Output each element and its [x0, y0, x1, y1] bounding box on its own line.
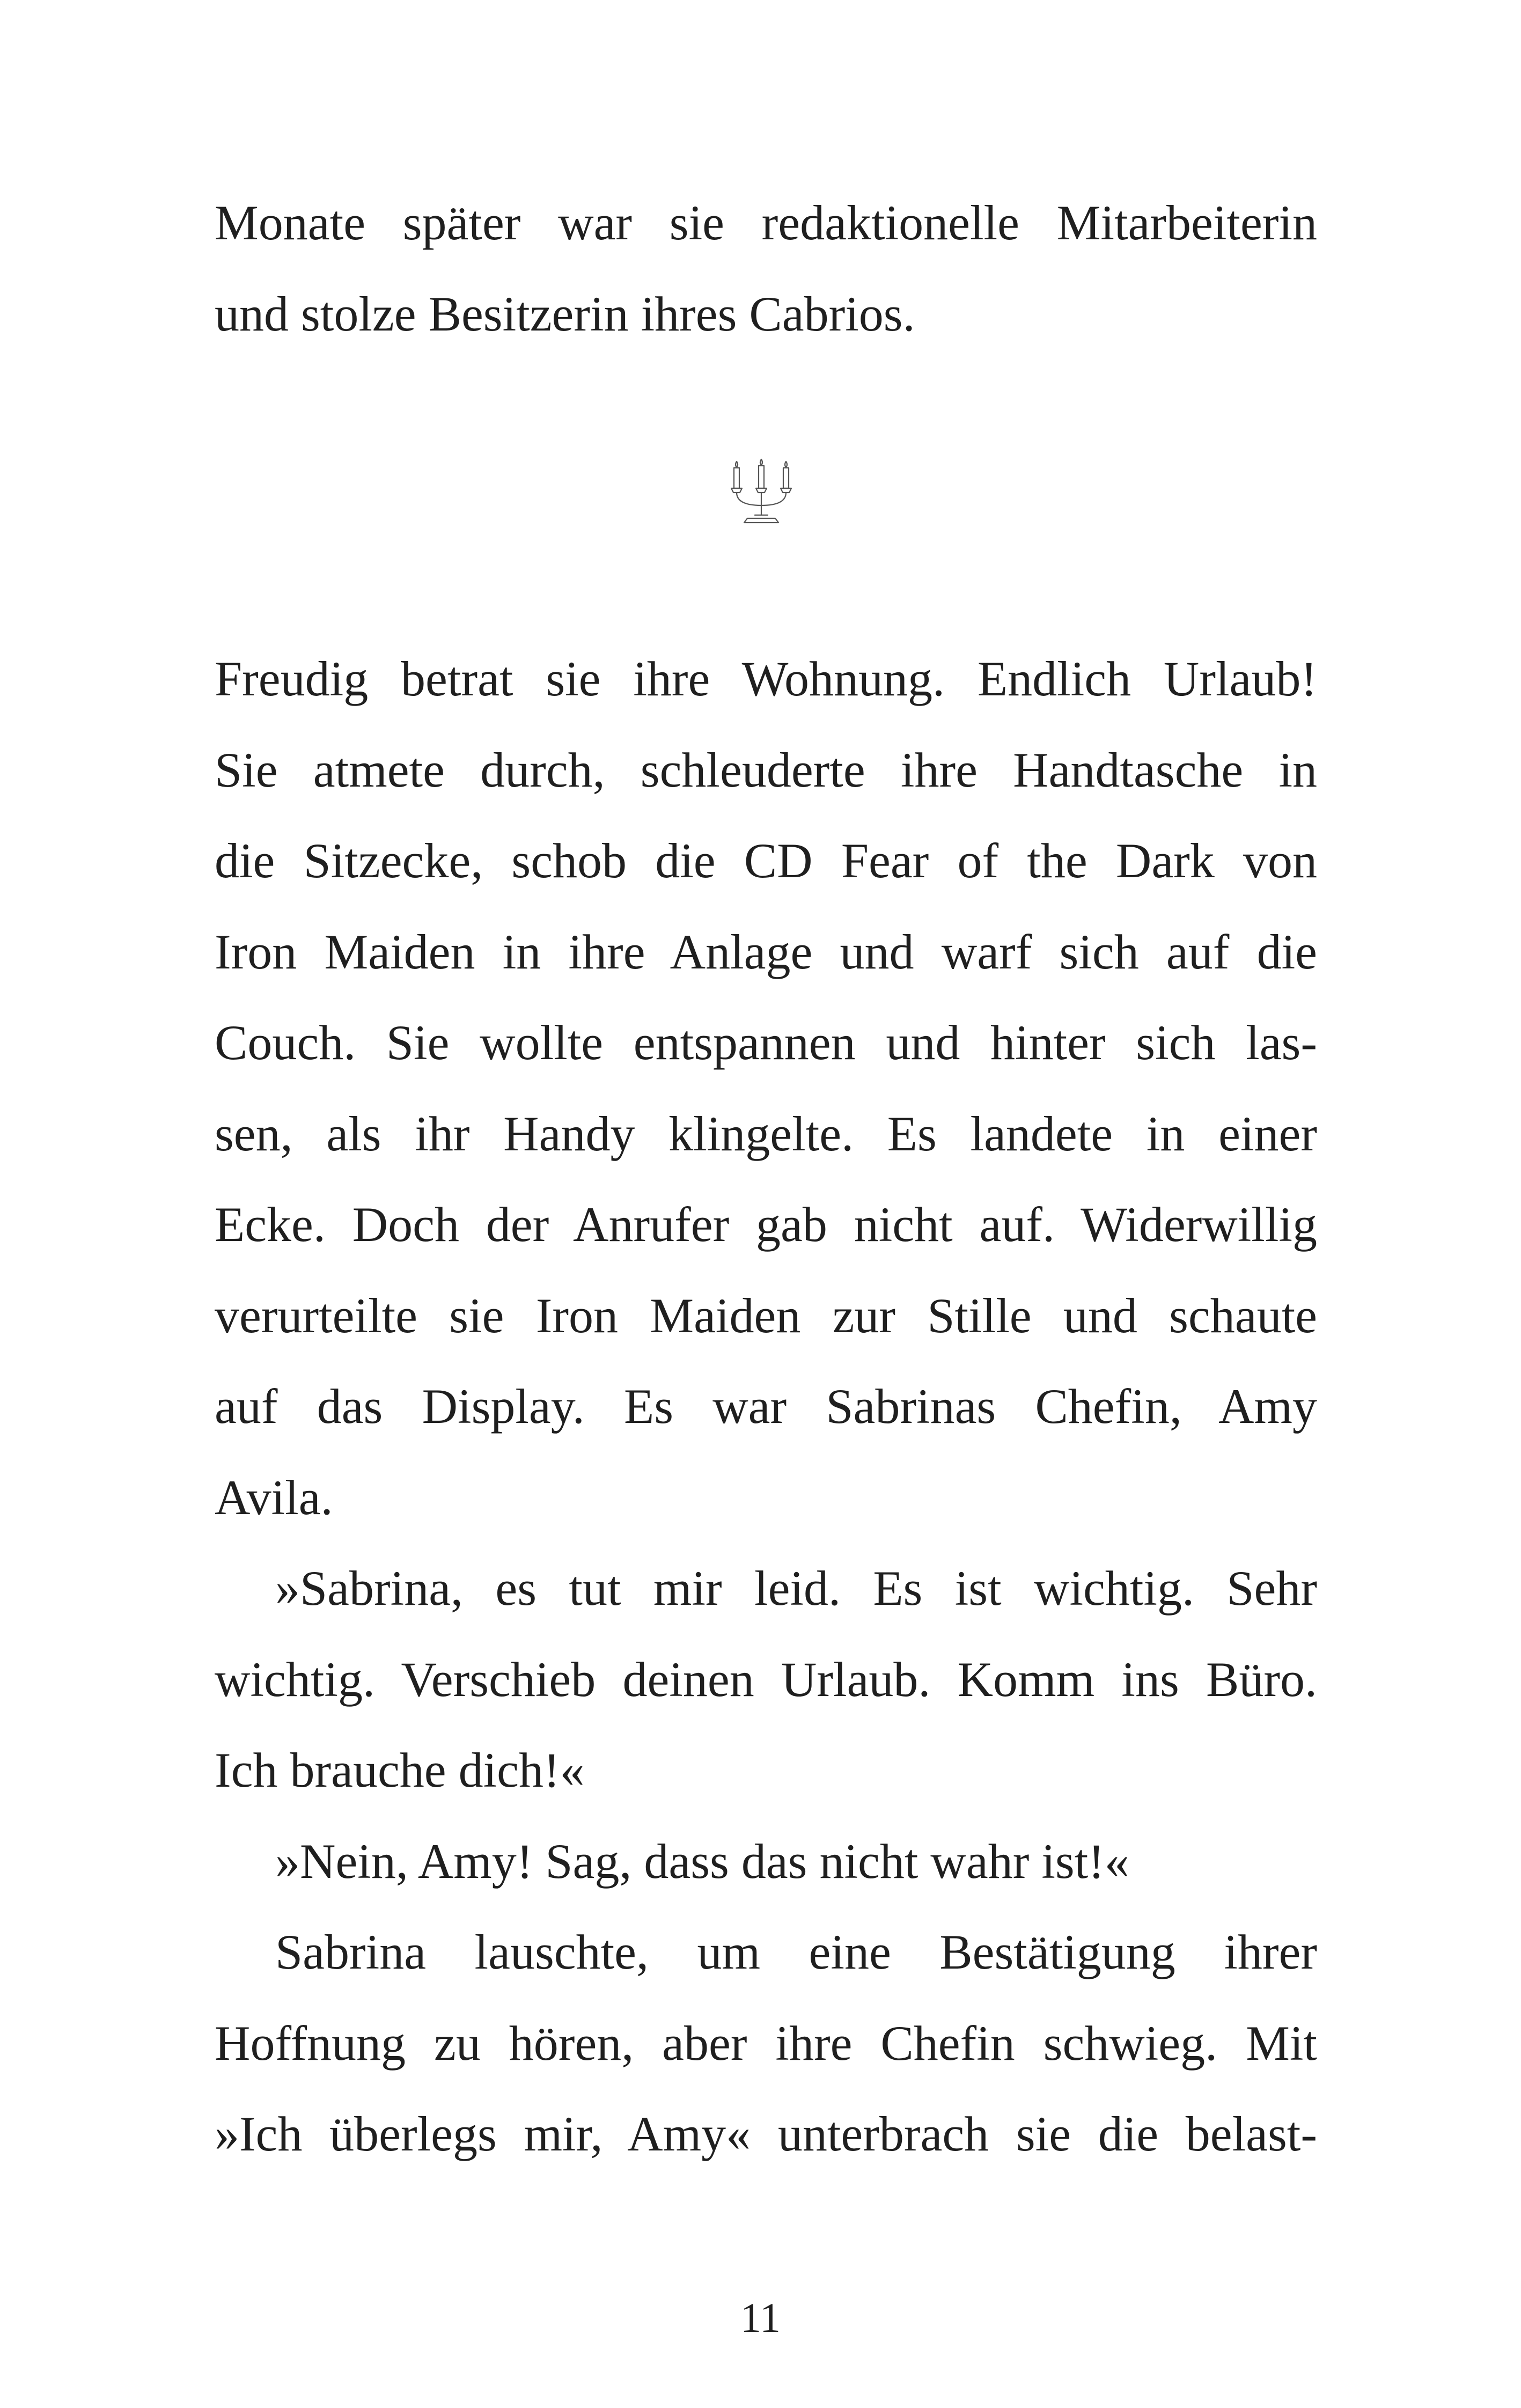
text-line: Ecke. Doch der Anrufer gab nicht auf. Widerwillig	[215, 1197, 1317, 1252]
page-number: 11	[740, 2294, 781, 2341]
text-line: Hoffnung zu hören, aber ihre Chefin schwieg. Mit	[215, 2016, 1317, 2071]
text-line: Avila.	[215, 1470, 333, 1525]
candelabra-icon	[728, 456, 795, 526]
text-line: Freudig betrat sie ihre Wohnung. Endlich Urlaub!	[215, 651, 1317, 706]
text-line: die Sitzecke, schob die CD Fear of the Dark von	[215, 833, 1317, 888]
text-line: verurteilte sie Iron Maiden zur Stille und schaute	[215, 1288, 1317, 1343]
text-line: Couch. Sie wollte entspannen und hinter sich las-	[215, 1015, 1317, 1070]
text-line: Iron Maiden in ihre Anlage und warf sich auf die	[215, 924, 1317, 979]
text-line: Sabrina lauschte, um eine Bestätigung ihrer	[275, 1925, 1317, 1979]
text-line: Ich brauche dich!«	[215, 1743, 585, 1797]
text-line: Monate später war sie redaktionelle Mitarbeiterin	[215, 195, 1317, 250]
text-line: wichtig. Verschieb deinen Urlaub. Komm ins Büro.	[215, 1652, 1317, 1707]
text-line: »Ich überlegs mir, Amy« unterbrach sie die belast-	[215, 2106, 1317, 2161]
text-line: auf das Display. Es war Sabrinas Chefin, Amy	[215, 1379, 1317, 1434]
text-line: »Sabrina, es tut mir leid. Es ist wichtig. Sehr	[275, 1561, 1317, 1616]
text-line: sen, als ihr Handy klingelte. Es landete in einer	[215, 1106, 1317, 1161]
text-line: »Nein, Amy! Sag, dass das nicht wahr ist!«	[275, 1834, 1129, 1889]
text-line: Sie atmete durch, schleuderte ihre Handtasche in	[215, 743, 1317, 797]
text-line: und stolze Besitzerin ihres Cabrios.	[215, 287, 915, 341]
